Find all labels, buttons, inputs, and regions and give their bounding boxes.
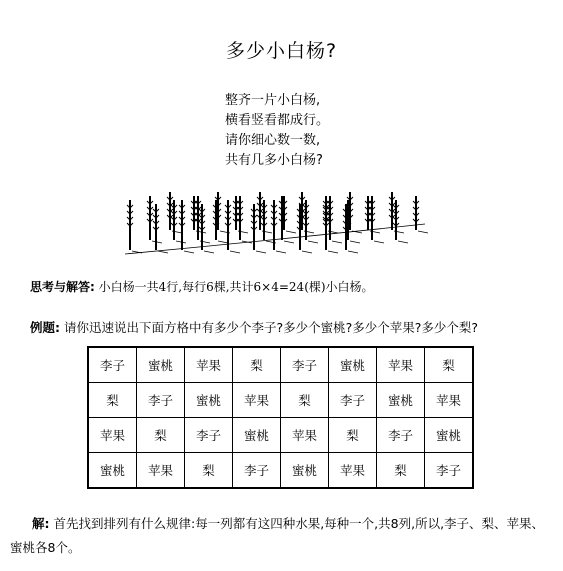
table-cell: 梨 xyxy=(281,383,329,418)
table-cell: 李子 xyxy=(329,383,377,418)
table-cell: 蜜桃 xyxy=(329,347,377,383)
table-cell: 梨 xyxy=(185,453,233,489)
table-cell: 蜜桃 xyxy=(377,383,425,418)
table-cell: 蜜桃 xyxy=(185,383,233,418)
table-cell: 梨 xyxy=(329,418,377,453)
table-cell: 李子 xyxy=(233,453,281,489)
table-cell: 苹果 xyxy=(329,453,377,489)
table-cell: 梨 xyxy=(425,347,474,383)
table-cell: 苹果 xyxy=(88,418,137,453)
table-cell: 苹果 xyxy=(137,453,185,489)
thinking-answer xyxy=(30,278,374,295)
table-cell: 梨 xyxy=(233,347,281,383)
table-cell: 李子 xyxy=(137,383,185,418)
table-row xyxy=(88,453,473,489)
qa-label: 思考与解答: xyxy=(30,280,95,294)
fruit-grid xyxy=(87,346,474,489)
table-cell: 苹果 xyxy=(377,347,425,383)
table-cell: 李子 xyxy=(185,418,233,453)
table-cell: 李子 xyxy=(377,418,425,453)
example-text: 请你迅速说出下面方格中有多少个李子?多少个蜜桃?多少个苹果?多少个梨? xyxy=(63,320,479,335)
example-label: 例题: xyxy=(30,320,60,335)
table-cell: 蜜桃 xyxy=(425,418,474,453)
table-row xyxy=(88,418,473,453)
table-cell: 蜜桃 xyxy=(281,453,329,489)
table-cell: 苹果 xyxy=(425,383,474,418)
qa-text: 小白杨一共4行,每行6棵,共计6×4=24(棵)小白杨。 xyxy=(98,280,374,294)
answer-text: 首先找到排列有什么规律:每一列都有这四种水果,每种一个,共8列,所以,李子、梨、苹果、蜜桃各8个。 xyxy=(10,516,545,555)
poplar-trees-illustration xyxy=(125,180,435,260)
table-cell: 李子 xyxy=(88,347,137,383)
poem xyxy=(225,91,329,171)
table-cell: 蜜桃 xyxy=(233,418,281,453)
table-cell: 梨 xyxy=(88,383,137,418)
table-cell: 苹果 xyxy=(185,347,233,383)
table-cell: 李子 xyxy=(281,347,329,383)
page-title: 多少小白杨? xyxy=(225,40,338,62)
table-cell: 梨 xyxy=(137,418,185,453)
poem-line: 横看竖看都成行。 xyxy=(225,113,330,128)
poem-line: 请你细心数一数, xyxy=(225,133,321,148)
example-question xyxy=(30,318,478,336)
table-cell: 蜜桃 xyxy=(137,347,185,383)
poem-line: 共有几多小白杨? xyxy=(225,153,323,168)
answer-label: 解: xyxy=(32,516,50,531)
table-cell: 李子 xyxy=(425,453,474,489)
poem-line: 整齐一片小白杨, xyxy=(225,93,321,108)
table-cell: 苹果 xyxy=(281,418,329,453)
solution xyxy=(10,512,555,560)
table-row xyxy=(88,383,473,418)
table-cell: 梨 xyxy=(377,453,425,489)
table-row xyxy=(88,347,473,383)
table-cell: 苹果 xyxy=(233,383,281,418)
table-cell: 蜜桃 xyxy=(88,453,137,489)
